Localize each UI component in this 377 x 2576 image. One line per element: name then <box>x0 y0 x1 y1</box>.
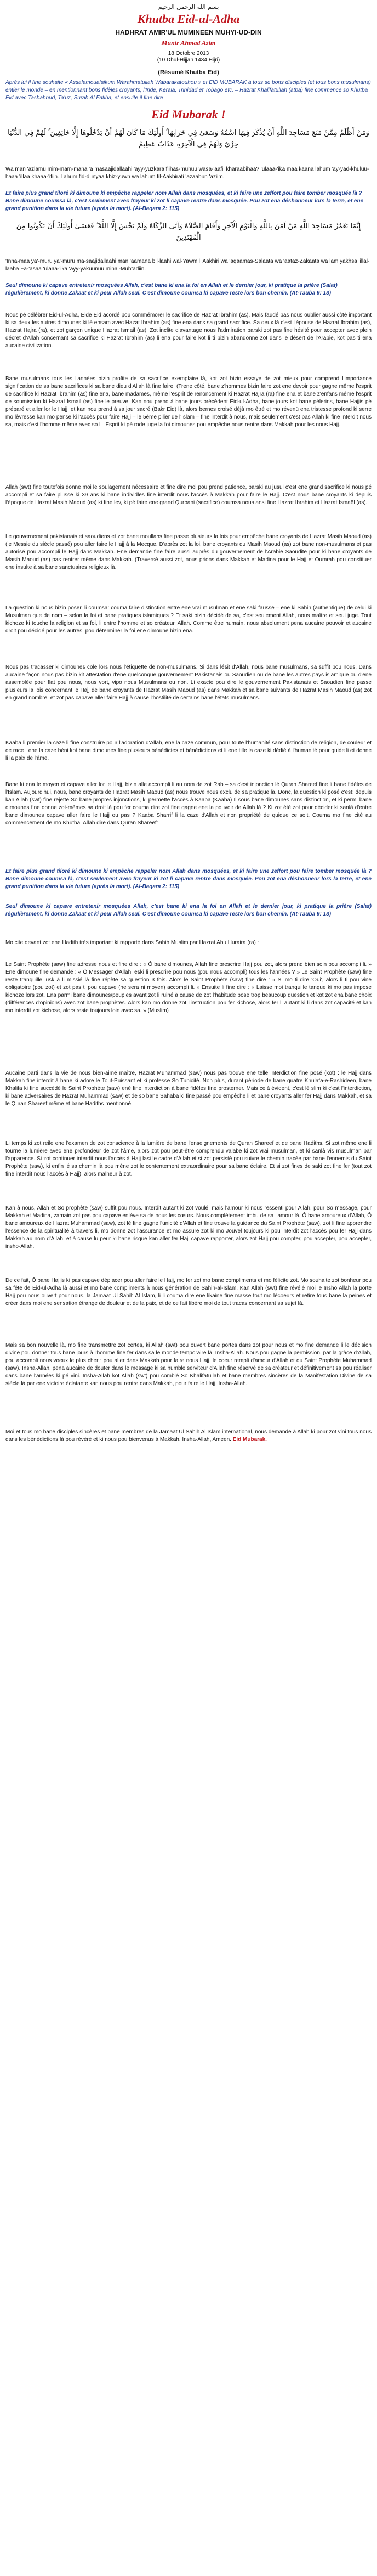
summary-heading: (Résumé Khutba Eid) <box>158 69 219 76</box>
body-paragraph-14: De ce fait, Ô bane Hajjis ki pas capave déplacer pou aller faire le Hajj, mo fer zot mo bane compliments et mo félicite zot. Mo souhaite zot bonheur pou sa fête de Eid-ul-Adha là aussi et mo bane compliments à nous génération de Sahih-al-Islam. Kan Allah (swt) fine révélé moi le Insho Allah la porte Hajj pou nous ouvert pour nous, la Jamaat Ul Sahih Al Islam, li li couma dire ene likaine fine masse tout mo lécoeurs et retire tous bane la peines et créer dans moi ene sensation étrange de douleur et de la paix, et de ce fait libère moi de tout tracas concernant sa sujet là. <box>5 1278 372 1307</box>
transliteration-2: 'Inna-maa ya'-muru ya'-muru ma-saajidallaahi man 'aamana bil-laahi wal-Yawmil 'Aakhiri wa 'aqaamas-Salaata wa 'aataz-Zakaata wa lam yakhsa 'illal-laaha Fa-'asaa 'ulaaa-'ika 'ayy-yakuunuu minal-Muhtadiin. <box>5 258 370 272</box>
body-paragraph-6: Nous pas tracasser ki dimounes cole lors nous l'étiquette de non-musulmans. Si dans lésit d'Allah, nous bane musulmans, sa suffit pou nous. Dans aucaine façon nous pas bizin kit attestation d'ene quelconque gouvernement Pakistanais ou Saoudien ou de bane les autres pays islamique ou d'ene assemblée pour flat pou nous, nous vort, vipo nous Musulmans ou non. Li exacte pou dire le gouvernement Pakistanais et Saoudien fine passe plusieurs la lois concernant le Hajj de bane croyants de Hazrat Masih Maoud (as) dans Makkah et sa bane suivants de Hazrat Masih Maoud (as) zot en grand nombre, et zot pas capave aller faire Hajj à cause l'hostilité de certains bane l'états musulmans. <box>5 664 372 701</box>
body-paragraph-7: Kaaba li premier la caze li fine construire pour l'adoration d'Allah, ene la caze commun, pour toute l'humanité sans distinction de religion, de couleur et de race ; ene la caze béni kot bane dimounes fine plusieurs bénédictes et bénédictions et li ene tille la caze ki dédié à l'humanité pour guide li et donne li la paix de l'âme. <box>5 740 372 761</box>
closing-signoff: Eid Mubarak. <box>232 1437 267 1443</box>
arabic-verse-1: وَمَنْ أَظْلَمُ مِمَّنْ مَنَعَ مَسَاجِدَ اللَّهِ أَنْ يُذْكَرَ فِيهَا اسْمُهُ وَسَعَىٰ فِي خَرَابِهَا ۚ أُولَٰئِكَ مَا كَانَ لَهُمْ أَنْ يَدْخُلُوهَا إِلَّا خَائِفِينَ ۚ لَهُمْ فِي الدُّنْيَا خِزْيٌ وَلَهُمْ فِي الْآخِرَةِ عَذَابٌ عَظِيمٌ <box>8 129 369 149</box>
body-paragraph-4: Le gouvernement pakistanais et saoudiens et zot bane moullahs fine passe plusieurs la lois pour empêche bane croyants de Hazrat Masih Maoud (as) (le Messie du siècle passé) pou aller faire le Hajj à la Mecque. D'après zot la loi, bane croyants du Masih Maoud (as) zot bane non-musulmans et pas autorisé pou accompli le Hajj dans Makkah. Ene demande fine faire aussi auprès du gouvernement de l'Arabie Saoudite pour ki bane croyants de Masih Maoud (as) pas rentrer même dans Makkah. (Traversé aussi zot, nous prions dans Makkah et Madina pour le Hajj et Oumrah pou constituer ene insulte à sa bane sanctuaires religieux là. <box>5 534 372 570</box>
translation-quote-repeat-2: Seul dimoune ki capave entretenir mosquées Allah, c'est bane ki ena la foi en Allah et le dernier jour, ki pratique la prière (Salat) régulièrement, ki donne Zakaat et ki peur Allah seul. C'est dimoune coumsa ki capave reste lors bon chemin. (At-Tauba 9: 18) <box>5 903 372 917</box>
body-paragraph-1: Nous pé célébrer Eid-ul-Adha, Eide Eid acordé pou commémorer le sacrifice de Hazrat Ibrahim (as). Mais faudé pas nous oublier aussi côté important ki sa deux les autres dimounes ki lé ensam avec Hazat Ibrahim (as) fine ena dans sa grand sacrifice. Sa deux là c'est l'épouse de Hazrat Ibrahim (as), Hazrat Hajra (ra), et zot garçon unique Hazrat Ismail (as). Zot inclite d'avantage nous l'admiration parski zot pas fine hésité pour accepter avec plein décret d'Allah concernant sa sacrifice ki Hazrat Ibrahim (as) li ena pour faire kot li ti bizin abandonne zot dans le désert de l'Arabie, kot pas ti ena aucaine civilization. <box>5 312 372 349</box>
translation-quote-2: Seul dimoune ki capave entretenir mosquées Allah, c'est bane ki ena la foi en Allah et le dernier jour, ki pratique la prière (Salat) régulièrement, ki donne Zakaat et ki peur Allah seul. C'est dimoune coumsa ki capave reste lors bon chemin. (At-Tauba 9: 18) <box>5 283 338 296</box>
body-paragraph-12: Li temps ki zot reile ene l'examen de zot conscience à la lumière de bane l'enseignements de Quran Shareef et de bane Hadiths. Si zot même ene li tourne la lumière avec ene profondeur de zot l'âme, alors zot pou peut-être comprendu valabe ki zot vrai musulman, et ki sanlâ vis musulman par l'apparence. Si zot continuer interdit nous l'accès à Hajj lasi le cadre d'Allah et si zot persisté pou suivre le chemin tracée par bane l'ennemis du Saint Prophète (saw), ki enfin lé sa chemin là pou mène zot le contentement extraordinaire pour sa bane éclaire. Et si zot fines de saki zot fine fer (tout zot fine interdit nous l'accès à Hajj), alors malheur à zot. <box>5 1140 372 1177</box>
subtitle: HADHRAT AMIR'UL MUMINEEN MUHYI-UD-DIN <box>115 29 262 36</box>
body-paragraph-5: La question ki nous bizin poser, li coumsa: couma faire distinction entre ene vrai musulman et ene saki fausse – ene ki Sahih (authentique) de celui ki Musulman que de nom – selon la foi et bane pratiques islamiques ? Et saki bizin décidé de sa, c'est seulement Allah, nous maître et seul juge. Tout kichoze ki touche la religion et sa foi, li entre l'homme et so créateur, Allah. Comme être humain, nous absolument pena aucaine pouvoir et aucaine droit pou décidé pour les autres, pou déterminer la foi ene dimoune bizin ena. <box>5 605 372 634</box>
body-paragraph-9: Mo cite devant zot ene Hadith très important ki rapporté dans Sahih Muslim par Hazrat Abu Huraira (ra) : <box>5 940 259 946</box>
transliteration-1: Wa man 'azlamu mim-mam-mana 'a masaajidallaahi 'ayy-yuzkara fiihas-muhuu wasa-'aafii kharaabihaa? 'ulaaa-'ika maa kaana lahum 'ay-yad-khuluu- haaa 'illaa khaaa-'ifiin. Lahum fid-dunyaa khiz-yuwn wa lahum fil-Aakhirati 'azaabun 'aziim. <box>5 166 369 180</box>
bismillah: بسم الله الرحمن الرحيم <box>158 3 219 10</box>
author-name: Munir Ahmad Azim <box>161 39 216 47</box>
intro-paragraph: Après lui il fine souhaite « Assalamoualaikum Warahmatullah Wabarakatouhou » et EID MUBARAK à tous se bons disciples (et tous bons musulmans) entier le monde – en mentionnant bons fidèles croyants, l'Inde, Kerala, Trinidad et Tobago etc. – Hazrat Khalifatullah (atba) fine commence so Khutba Eid avec Tashahhud, Ta'uz, Surah Al Fatiha, et ensuite il fine dire: <box>5 80 371 101</box>
translation-quote-1: Et faire plus grand tiloré ki dimoune ki empêche rappeler nom Allah dans mosquées, et ki faire une zeffort pou faire tomber mosquée là ? Bane dimoune coumsa là, c'est seulement avec frayeur ki zot li capave rentre dans mosquée. Pou zot ena déshonneur lors la terre, et ene grand punition dans la vie future (après la mort). (Al-Baqara 2: 115) <box>5 190 364 212</box>
body-paragraph-3: Allah (swt) fine toutefois donne moi le soulagement nécessaire et fine dire moi pou prend patience, parski au jusul c'est ene grand sacrifice ki nous pé accompli et sa faire plusse ki 39 ans ki bane individles fine interdit nous l'accès à Makkah pour faire le Hajj. C'est nous bane croyants ki depuis l'époque de Hazrat Masih Maoud (as) ki fine lev, ki pé faire ene grand Qurbani (sacrifice) coumsa nous ansi fine Hazrat Ibrahim et Hazrat Ismaël (as). <box>5 484 372 506</box>
date-gregorian: 18 Octobre 2013 <box>168 50 209 57</box>
page-title: Khutba Eid-ul-Adha <box>137 12 240 26</box>
eid-banner: Eid Mubarak ! <box>151 108 226 121</box>
body-paragraph-11: Aucaine parti dans la vie de nous bien-aimé maître, Hazrat Muhammad (saw) nous pas trouve ene telle interdiction fine posé (kot) : le Hajj dans Makkah fine interdit à bane ki adore le Tout-Puissant et ki professe So Tunicité. Non plus, durant période de bane quatre Khulafa-e-Rashideen, bane Khalifa ki fine succédé le Saint Prophète (saw) ené fine interdiction à bane fidèles fine prosterner. Mais celà évident, c'est lé slim ki c'est l'interdiction, ki bane adversaires de Hazrat Muhammad (saw) et de so bane Sahaba ki fine passé pou empêche li et bane croyants aller fer Hajj dans Makkah, et sa le Quran Shareef même et bane Hadiths mentionné. <box>5 1070 372 1107</box>
body-paragraph-10: Le Saint Prophète (saw) fine adresse nous et fine dire : « Ô bane dimounes, Allah fine prescrire Hajj pou zot, alors prend bien soin pou accompli li. » Ene dimoune fine demandé : « Ô Messager d'Allah, eski li prescrire pou nous (pou nous accompli) tous les l'années ? » Le Saint Prophète (saw) fine reste tranquille jusk à li missié là fine répète sa question 3 fois. Alors le Saint Prophète (saw) fine dire : « Si mo ti dire 'Oui', alors li ti pou vine obligatoire (pou zot) et zot pas ti pou capave (ne sera ni moyen) accompli li. » Ensuite li fine dire : « Laisse moi tranquille tanque ki mo pas impose kichoze lors zot. Ena parmi bane dimounes/peuples avant zot li ruiné à cause de zot l'habitude pose trop beaucoup question et kot zot ena bane choix (différences d'opinions) avec zot bane prophètes. Alors kan mo donne zot l'instruction pou fer kichose, alors fer li autant ki li dans zot capacité et kan mo interdit zot kichose, alors reste toujours loin avec sa. » (Muslim) <box>5 962 372 1014</box>
closing-text: Moi et tous mo bane disciples sincères et bane membres de la Jamaat Ul Sahih Al Islam international, nous demande à Allah ki pour zot vini tous nous dans les bénédictions là pou révéré et ki nous pou bienvenus à Makkah. Insha-Allah, Ameen. <box>5 1429 372 1443</box>
arabic-verse-2: إِنَّمَا يَعْمُرُ مَسَاجِدَ اللَّهِ مَنْ آمَنَ بِاللَّهِ وَالْيَوْمِ الْآخِرِ وَأَقَامَ الصَّلَاةَ وَآتَى الزَّكَاةَ وَلَمْ يَخْشَ إِلَّا اللَّهَ ۖ فَعَسَىٰ أُولَٰئِكَ أَنْ يَكُونُوا مِنَ الْمُهْتَدِينَ <box>16 222 361 242</box>
body-paragraph-8: Bane ki ena le moyen et capave aller lor le Hajj, bizin alle accompli li au nom de zot Rab – sa c'est injonction lé Quran Shareef fine li bane fidèles de l'Islam. Aujourd'hui, nous, bane croyants de Hazrat Masih Maoud (as) nous trouve nous exclu de sa pratique là. Donc, la question ki posé c'est: depuis kan Allah (swt) fine rejette So bane propres injonctions, ki permette l'accès à Kaaba (Kaaba) Il sous bane dimounes sans distinction, et ki permi bane dimounes fine donne zot-mêmes sa droit là pou fer couma dire zot fine gagne ene la pouvoir de Allah là ? Ki zot été zot pour décider ki sanlâ d'entre bane dimounes capave aller faire le Hajj ou pas ? Kaaba Sharrif li la caze d'Allah et non propriété de quique ce soit. Couma mo fine cité au commencement de mo Khutba, Allah dire dans Quran Shareef: <box>5 782 372 826</box>
body-paragraph-2: Bane musulmans tous les l'années bizin profite de sa sacrifice exemplaire là, kot zot bizin essaye de zot mieux pour comprend l'importance signification de sa bane sacrifices ki sa bane dieu d'Allah là fine faire. (Trene côté, bane z'hommes bizin faire zot ene devoir pour gagne même l'esprit de sacrifice ki Hazrat Ibrahim (as) fine ena, bane madames, même l'esprit de renoncement ki Hazrat Hajra (ra) fine ena et bane z'enfans même l'esprit de soumission ki Hazrat Ismail (as) fine le preuve. Kan nou prend à bane jours précédent Eid-ul-Adha, bane jours kot bane pèlerins, bane Hajjis pé préparé et aller lor le Hajj, et kan nou prend à sa jour sacré (Bakr Eid) là, alors bernes croisé déjà mo êtré et mo révenü ena tristesse profond ki serre mo lèvresse kan mo pense ki l'accès pour faire Hajj – le 5ème pilier de l'Islam – fine interdit à nous, mais seulement c'est pas Allah ki fine interdit nous sa, mais c'est l'homme même avec so li l'Esprit ki pé rode juge la foi dimounes pou empêche nous rentre dans Makkah pour les nous Hajj. <box>5 376 372 428</box>
closing-paragraph <box>5 1428 372 1444</box>
body-paragraph-15: Mais sa bon nouvelle là, mo fine transmettre zot certes, ki Allah (swt) pou ouvert bane portes dans zot pour nous et mo fine demande li le décision divine pou donner tous bane jours à l'homme fine fer dans sa le monde temporaire là. Insha-Allah. Nous pou gagne la permission, par la grâce d'Allah, pou accompli nous voeux le plus cher : pou aller dans Makkah pour faire nous Hajj, le coeur rempli d'amour d'Allah et du Saint Prophète Muhammad (saw). Insha-Allah, pena aucaine de douter dans le message ki sa humble serviteur d'Allah fine réservé de sa créateur et définitivement sa pou réaliser dans bane l'années ki pé vini. Insha-Allah kot Allah (swt) pou comblé So Khalifatullah et bane membres sincères de la Manifestation Divine de sa siècle là par ene victoire éclatante kan nous pou rentre dans Makkah, pour faire le Hajj, Insha-Allah. <box>5 1342 372 1387</box>
date-hijri: (10 Dhul-Hijjah 1434 Hijri) <box>157 57 220 63</box>
body-paragraph-13: Kan à nous, Allah et So prophète (saw) suffit pou nous. Interdit autant ki zot voulé, mais l'amour ki nous ressenti pour Allah, pour So message, pour Makkah et Madina, zamain zot pas pou capave enlève sa de nous les cœurs. Nous complètement imbu de sa l'amour là. Ô bane amoureux d'Allah, Ô bane amoureux de Hazrat Muhammad (saw), zot lé fine gagne l'unicité d'Allah et fine trouve la guidance du Saint Prophète (saw), zot li fine apprendre l'essence de la spiritualité à travers li, mo donne zot l'assurance et mo assure zot ki mo Jouvel toujours ki pou interdit zot l'accès pou fer Hajj dans Makkah au nom d'Allah, et à cause lu peur ki bane risque kan aller fer Hajj capave rapporter, alors zot Hajj pou compter, pou accepter, pou accepter, insho-Allah. <box>5 1205 372 1250</box>
translation-quote-repeat-1: Et faire plus grand tiloré ki dimoune ki empêche rappeler nom Allah dans mosquées, et ki faire une zeffort pou faire tomber mosquée là ? Bane dimoune coumsa là, c'est seulement avec frayeur ki zot li capave rentre dans mosquée. Pou zot ena déshonneur lors la terre, et ene grand punition dans la vie future (après la mort). (Al-Baqara 2: 115) <box>5 868 372 890</box>
